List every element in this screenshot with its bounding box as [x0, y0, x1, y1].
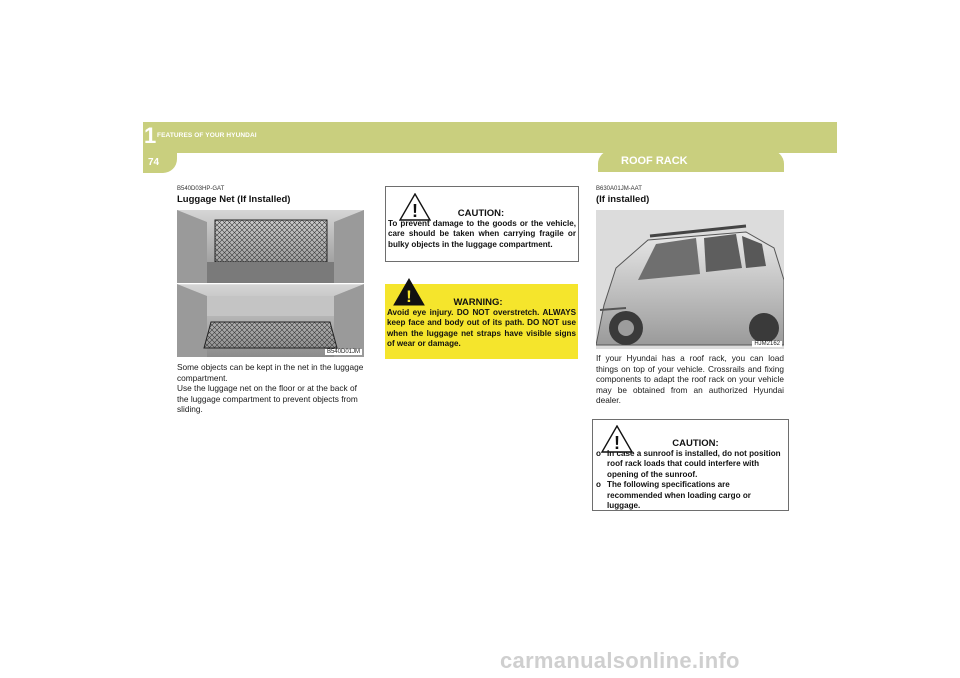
- page-number: 74: [148, 157, 160, 168]
- caution-item-text: The following specifications are recommended when loading cargo or luggage.: [607, 480, 751, 511]
- watermark: carmanualsonline.info: [500, 648, 740, 673]
- roof-rack-photo: [596, 210, 784, 349]
- luggage-net-body: Some objects can be kept in the net in the luggage compartment. Use the luggage net on the floor or at the back of the luggage compartment to prevent objects from sliding.: [177, 362, 364, 415]
- suv-roof-rack-illustration: [596, 210, 784, 349]
- section-number: 1: [144, 123, 157, 148]
- caution-item: [596, 449, 786, 480]
- bullet-marker: o: [596, 480, 601, 490]
- caution-box-luggage: [385, 186, 579, 262]
- caution-triangle-icon: [399, 193, 431, 221]
- roof-rack-title: ROOF RACK: [621, 155, 688, 167]
- section-title: FEATURES OF YOUR HYUNDAI: [157, 132, 257, 139]
- roof-rack-photo-label: HJM2162: [754, 341, 780, 347]
- svg-text:!: !: [412, 201, 418, 221]
- luggage-net-heading: Luggage Net (If Installed): [177, 194, 291, 205]
- luggage-net-photo: [177, 210, 364, 357]
- caution-title: CAUTION:: [457, 208, 505, 219]
- warning-box: [385, 284, 578, 359]
- caution-item-text: In case a sunroof is installed, do not position roof rack loads that could interfere with opening of the sunroof.: [607, 449, 781, 479]
- luggage-net-illustration: [177, 210, 364, 357]
- bullet-marker: o: [596, 449, 601, 458]
- svg-text:!: !: [406, 287, 412, 306]
- caution-text: To prevent damage to the goods or the vehicle, care should be taken when carrying fragile or bulky objects in the luggage compartment.: [388, 219, 576, 249]
- roof-rack-body: If your Hyundai has a roof rack, you can load things on top of your vehicle. Crossrails and fixing components to adapt the roof rack on your vehicle may be obtained from an authorized Hyundai dealer.: [596, 353, 784, 406]
- svg-text:!: !: [614, 433, 620, 453]
- luggage-net-code: B540D03HP-GAT: [177, 186, 225, 192]
- luggage-net-photo-label: B540D01JM: [326, 349, 360, 355]
- caution-item: [596, 480, 786, 511]
- roof-rack-code: B630A01JM-AAT: [596, 186, 642, 192]
- caution-list: [596, 449, 786, 511]
- caution-title: CAUTION:: [672, 438, 719, 449]
- warning-title: WARNING:: [453, 297, 503, 308]
- warning-triangle-icon: [393, 278, 425, 306]
- warning-text: Avoid eye injury. DO NOT overstretch. ALWAYS keep face and body out of its path. DO NOT use when the luggage net straps have visible signs of wear or damage.: [387, 308, 576, 349]
- roof-rack-heading: (If installed): [596, 194, 650, 205]
- caution-box-roof-rack: [592, 419, 789, 511]
